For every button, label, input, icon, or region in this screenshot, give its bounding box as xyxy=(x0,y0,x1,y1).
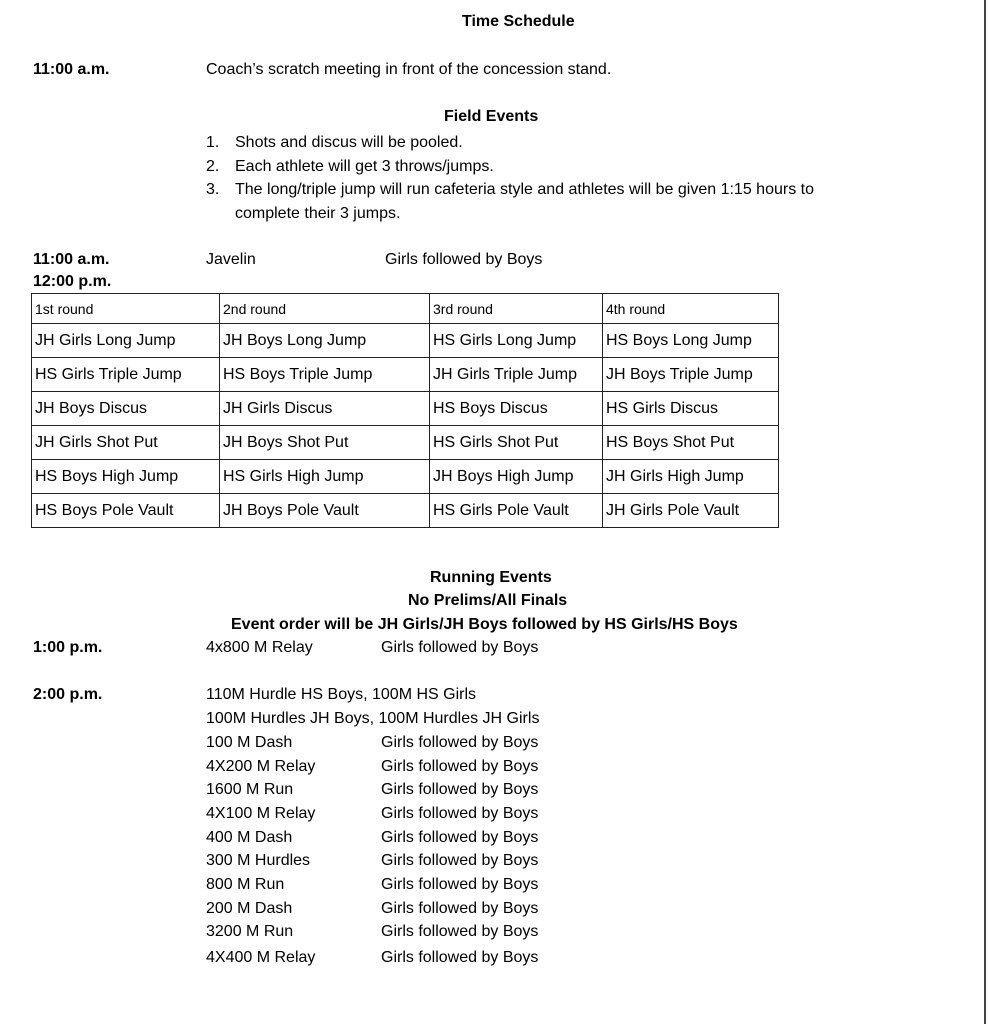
table-cell: JH Boys Pole Vault xyxy=(220,494,430,528)
field-events-heading: Field Events xyxy=(444,108,539,125)
event-order-note: Event order will be JH Girls/JH Boys followed by HS Girls/HS Boys xyxy=(231,616,738,633)
field-events-table xyxy=(31,293,779,528)
table-cell: HS Boys Long Jump xyxy=(603,324,779,358)
table-cell: JH Boys Long Jump xyxy=(220,324,430,358)
table-cell: JH Boys High Jump xyxy=(430,460,603,494)
hurdle-line-2: 100M Hurdles JH Boys, 100M Hurdles JH Girls xyxy=(206,710,540,727)
table-row xyxy=(32,460,779,494)
table-cell: JH Girls High Jump xyxy=(603,460,779,494)
rule-item: 1. Shots and discus will be pooled. xyxy=(206,134,463,151)
javelin-event: Javelin xyxy=(206,251,256,268)
table-cell: JH Girls Long Jump xyxy=(32,324,220,358)
table-cell: JH Girls Discus xyxy=(220,392,430,426)
table-cell: JH Boys Triple Jump xyxy=(603,358,779,392)
javelin-order: Girls followed by Boys xyxy=(385,251,543,268)
field-rules-list xyxy=(206,131,814,226)
field-time-2: 12:00 p.m. xyxy=(33,273,112,290)
table-cell: JH Girls Shot Put xyxy=(32,426,220,460)
rule-item: 3. The long/triple jump will run cafeteria style and athletes will be given 1:15 hours to xyxy=(206,181,814,199)
running-subheading: No Prelims/All Finals xyxy=(408,592,568,609)
header-round-1: 1st round xyxy=(32,294,220,324)
table-header-row xyxy=(32,294,779,324)
table-cell: HS Boys Discus xyxy=(430,392,603,426)
table-cell: HS Boys Triple Jump xyxy=(220,358,430,392)
table-cell: JH Girls Pole Vault xyxy=(603,494,779,528)
running-time-2: 2:00 p.m. xyxy=(33,686,103,703)
table-row xyxy=(32,392,779,426)
table-cell: HS Girls Pole Vault xyxy=(430,494,603,528)
table-row xyxy=(32,426,779,460)
table-row xyxy=(32,494,779,528)
table-row xyxy=(32,324,779,358)
page-title: Time Schedule xyxy=(462,13,575,30)
header-round-3: 3rd round xyxy=(430,294,603,324)
table-cell: HS Boys Shot Put xyxy=(603,426,779,460)
header-round-4: 4th round xyxy=(603,294,779,324)
table-cell: HS Girls Discus xyxy=(603,392,779,426)
table-cell: HS Girls High Jump xyxy=(220,460,430,494)
hurdle-line-1: 110M Hurdle HS Boys, 100M HS Girls xyxy=(206,686,477,703)
running-events-heading: Running Events xyxy=(430,569,552,586)
page-edge-border xyxy=(984,0,986,1024)
meeting-time: 11:00 a.m. xyxy=(33,61,110,78)
table-cell: JH Boys Discus xyxy=(32,392,220,426)
table-cell: HS Girls Shot Put xyxy=(430,426,603,460)
table-cell: HS Boys High Jump xyxy=(32,460,220,494)
table-cell: JH Girls Triple Jump xyxy=(430,358,603,392)
javelin-time: 11:00 a.m. xyxy=(33,251,110,268)
rule-item-continuation: complete their 3 jumps. xyxy=(235,205,401,223)
table-cell: HS Boys Pole Vault xyxy=(32,494,220,528)
relay-time: 1:00 p.m. xyxy=(33,639,103,656)
table-cell: HS Girls Long Jump xyxy=(430,324,603,358)
relay-order: Girls followed by Boys xyxy=(381,639,539,656)
header-round-2: 2nd round xyxy=(220,294,430,324)
rule-item: 2. Each athlete will get 3 throws/jumps. xyxy=(206,157,494,175)
table-row xyxy=(32,358,779,392)
relay-event: 4x800 M Relay xyxy=(206,639,313,656)
table-cell: JH Boys Shot Put xyxy=(220,426,430,460)
table-cell: HS Girls Triple Jump xyxy=(32,358,220,392)
meeting-text: Coach’s scratch meeting in front of the concession stand. xyxy=(206,61,612,78)
